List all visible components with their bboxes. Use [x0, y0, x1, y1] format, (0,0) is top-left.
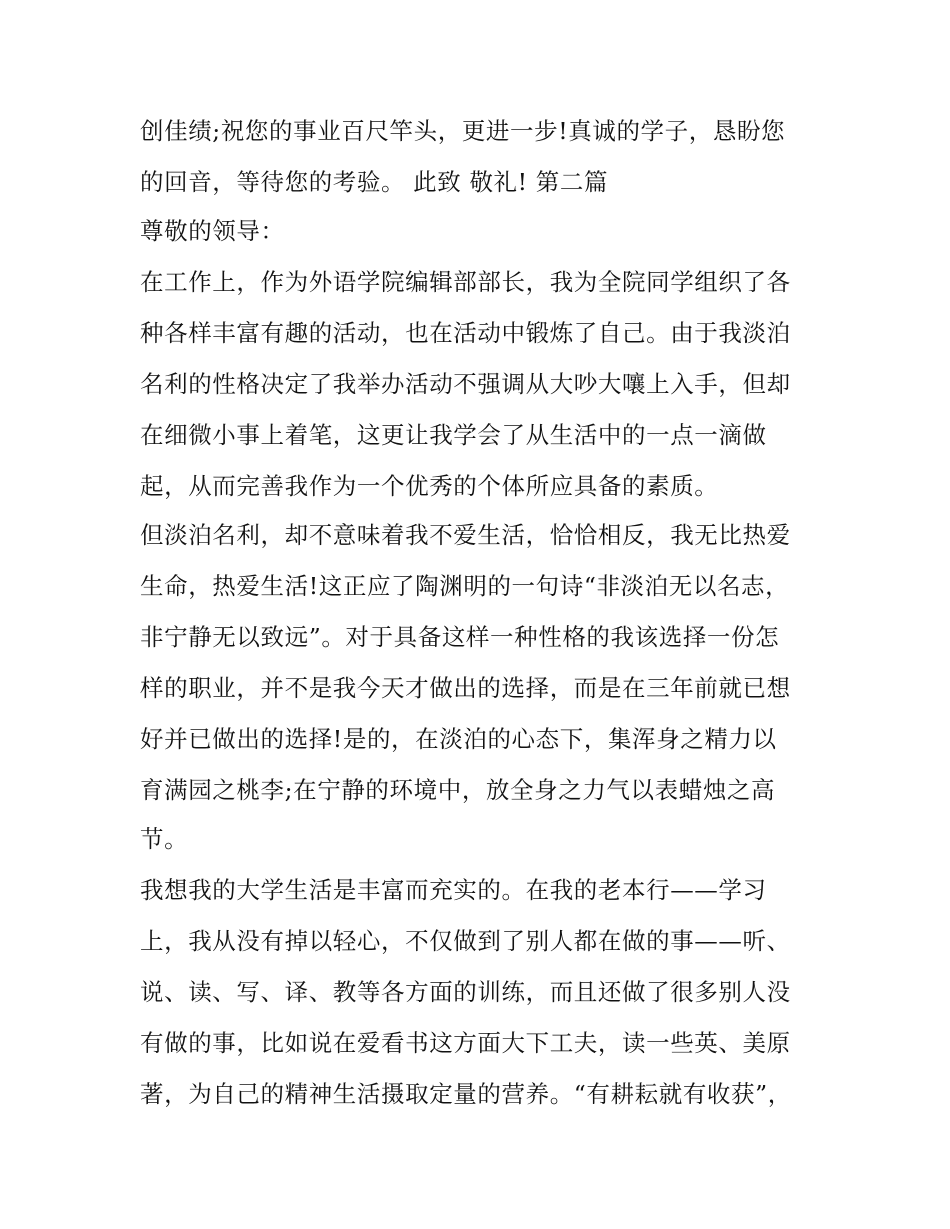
text-line: 上，我从没有掉以轻心，不仅做到了别人都在做的事——听、: [140, 927, 791, 955]
text-line: 名利的性格决定了我举办活动不强调从大吵大嚷上入手，但却: [140, 370, 791, 398]
text-line: 创佳绩;祝您的事业百尺竿头，更进一步!真诚的学子，恳盼您: [140, 117, 786, 145]
text-line: 在工作上，作为外语学院编辑部部长，我为全院同学组织了各: [140, 268, 791, 296]
text-line: 著，为自己的精神生活摄取定量的营养。“有耕耘就有收获”，: [140, 1080, 792, 1108]
text-line: 有做的事，比如说在爱看书这方面大下工夫，读一些英、美原: [140, 1029, 791, 1057]
text-line: 样的职业，并不是我今天才做出的选择，而是在三年前就已想: [140, 674, 791, 702]
text-line: 非宁静无以致远”。对于具备这样一种性格的我该选择一份怎: [140, 623, 780, 651]
text-line: 尊敬的领导：: [140, 217, 285, 245]
text-line: 好并已做出的选择!是的，在淡泊的心态下，集浑身之精力以: [140, 725, 777, 753]
text-line: 在细微小事上着笔，这更让我学会了从生活中的一点一滴做: [140, 421, 767, 449]
text-line: 我想我的大学生活是丰富而充实的。在我的老本行——学习: [140, 876, 767, 904]
text-line: 但淡泊名利，却不意味着我不爱生活，恰恰相反，我无比热爱: [140, 521, 791, 549]
text-line: 生命，热爱生活!这正应了陶渊明的一句诗“非淡泊无以名志，: [140, 572, 790, 600]
text-line: 育满园之桃李;在宁静的环境中，放全身之力气以表蜡烛之高: [140, 776, 776, 804]
text-line: 节。: [140, 825, 189, 853]
text-line: 的回音，等待您的考验。 此致 敬礼! 第二篇: [140, 168, 609, 196]
text-line: 说、读、写、译、教等各方面的训练，而且还做了很多别人没: [140, 978, 791, 1006]
text-line: 起，从而完善我作为一个优秀的个体所应具备的素质。: [140, 472, 719, 500]
text-line: 种各样丰富有趣的活动，也在活动中锻炼了自己。由于我淡泊: [140, 319, 791, 347]
